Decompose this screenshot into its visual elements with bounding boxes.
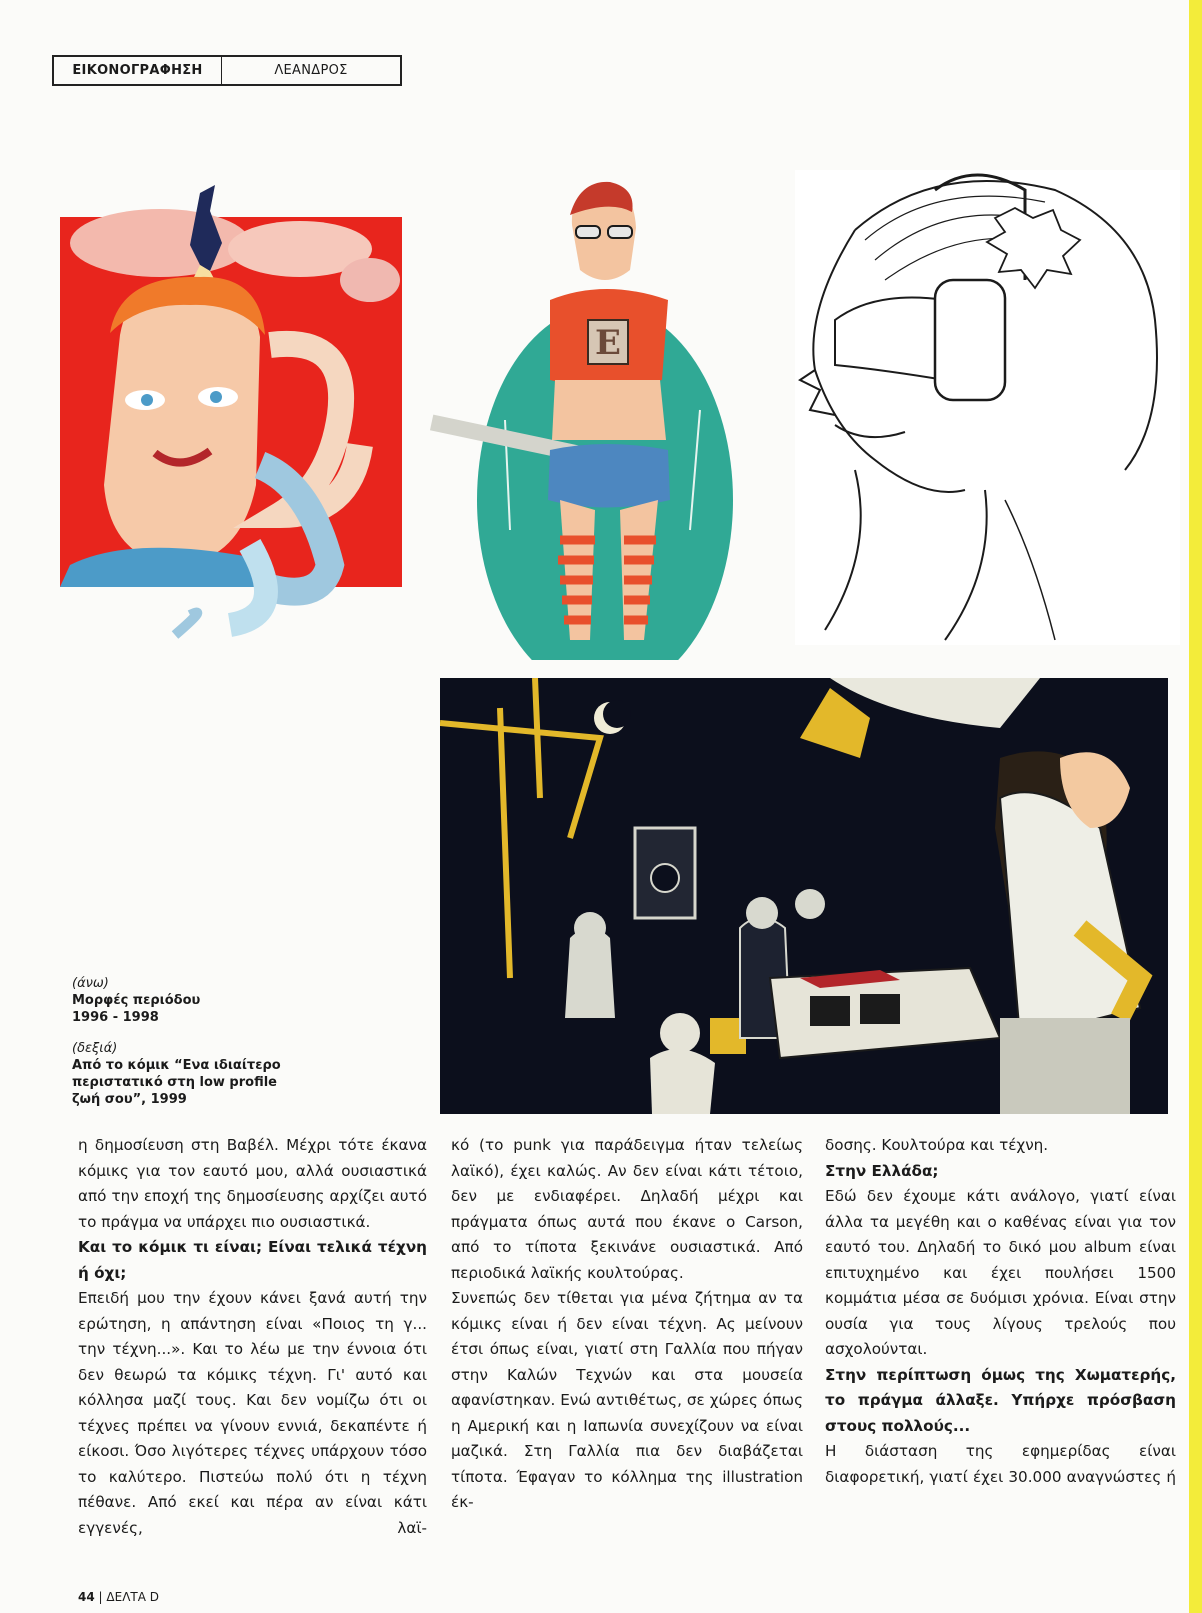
article-column-1 [78,1133,427,1541]
headphones-drawing-illustration [795,170,1180,645]
interview-question: Στην Ελλάδα; [825,1161,939,1180]
page-footer [78,1590,159,1604]
caption-text: Από το κόμικ “Ενα ιδιαίτερο περιστατικό στη low profile ζωή σου”, 1999 [72,1058,281,1107]
green-oval-girl-illustration [430,170,775,660]
article-column-3 [825,1133,1176,1490]
paragraph: Η διάσταση της εφημερίδας είναι διαφορετική, γιατί έχει 30.000 αναγνώστες ή [825,1442,1176,1486]
paragraph: δοσης. Κουλτούρα και τέχνη. [825,1136,1049,1154]
caption-position: (δεξιά) [72,1041,118,1056]
artist-name: ΛΕΑΝΔΡΟΣ [274,63,348,78]
paragraph: Εδώ δεν έχουμε κάτι ανάλογο, γιατί είναι άλλα τα μεγέθη και ο καθένας είναι για τον εαυτό του. Δηλαδή το δικό μου album είναι επιτυχημένο και έχει πουλήσει 1500 κομμάτια μέσα σε δυόμισι χρόνια. Είναι στην ουσία για τους λίγους τρελούς που ασχολούνται. [825,1187,1176,1358]
yellow-page-edge [1189,0,1202,1613]
caption-right [72,1040,312,1108]
figure-captions [72,975,312,1122]
caption-position: (άνω) [72,976,109,991]
magazine-name: ΔΕΛΤΑ D [106,1590,159,1604]
night-party-illustration [440,678,1168,1114]
svg-text:E: E [595,323,621,363]
red-portrait-illustration [50,185,410,655]
article-column-2 [451,1133,803,1516]
paragraph: Επειδή μου την έχουν κάνει ξανά αυτή την ερώτηση, η απάντηση είναι «Ποιος τη γ... την τέχνη...». Και το λέω με την έννοια ότι δεν θεωρώ τα κόμικς τέχνη. Γι' αυτό και κόλλησα μαζί τους. Και δεν νομίζω ότι οι τέχνες πρέπει να γίνουν εννιά, δεκαπέντε ή είκοσι. Όσο λιγότερες τέχνες υπάρχουν τόσο το καλύτερο. Πιστεύω πολύ ότι η τέχνη πέθανε. Από εκεί και πέρα αν είναι κάτι εγγενές, λαϊ- [78,1289,427,1537]
paragraph: η δημοσίευση στη Βαβέλ. Μέχρι τότε έκανα κόμικς για τον εαυτό μου, αλλά ουσιαστικά από την εποχή της δημοσίευσης αρχίζει αυτό το πράγμα να υπάρχει πιο ουσιαστικά. [78,1136,427,1231]
section-label: ΕΙΚΟΝΟΓΡΑΦΗΣΗ [54,57,222,84]
caption-text: Μορφές περιόδου 1996 - 1998 [72,993,201,1025]
headphone-icon [935,280,1005,400]
footer-separator: | [98,1590,103,1604]
caption-top [72,975,312,1026]
interview-question: Στην περίπτωση όμως της Χωματερής, το πράγμα άλλαξε. Υπήρχε πρόσβαση στους πολλούς... [825,1365,1176,1435]
page-number: 44 [78,1590,95,1604]
interview-question: Και το κόμικ τι είναι; Είναι τελικά τέχνη ή όχι; [78,1238,427,1282]
paragraph: Συνεπώς δεν τίθεται για μένα ζήτημα αν τα κόμικς είναι ή δεν είναι τέχνη. Ας μείνουν έτσι όπως είναι, γιατί στη Γαλλία που πήγαν στην Καλών Τεχνών και στα μουσεία αφανίστηκαν. Ενώ αντιθέτως, σε χώρες όπως η Αμερική και η Ιαπωνία συνεχίζουν να είναι μαζικά. Στη Γαλλία πια δεν διαβάζεται τίποτα. Έφαγαν το κόλλημα της illustration έκ- [451,1289,803,1511]
section-header [52,55,402,86]
paragraph: κό (το punk για παράδειγμα ήταν τελείως λαϊκό), έχει καλώς. Αν δεν είναι κάτι τέτοιο, δεν με ενδιαφέρει. Δηλαδή μέχρι και πράγματα όπως αυτά που έκανε ο Carson, από το τίποτα ξεκινάνε ουσιαστικά. Από περιοδικά λαϊκής κουλτούρας. [451,1136,803,1282]
visor [835,298,945,381]
